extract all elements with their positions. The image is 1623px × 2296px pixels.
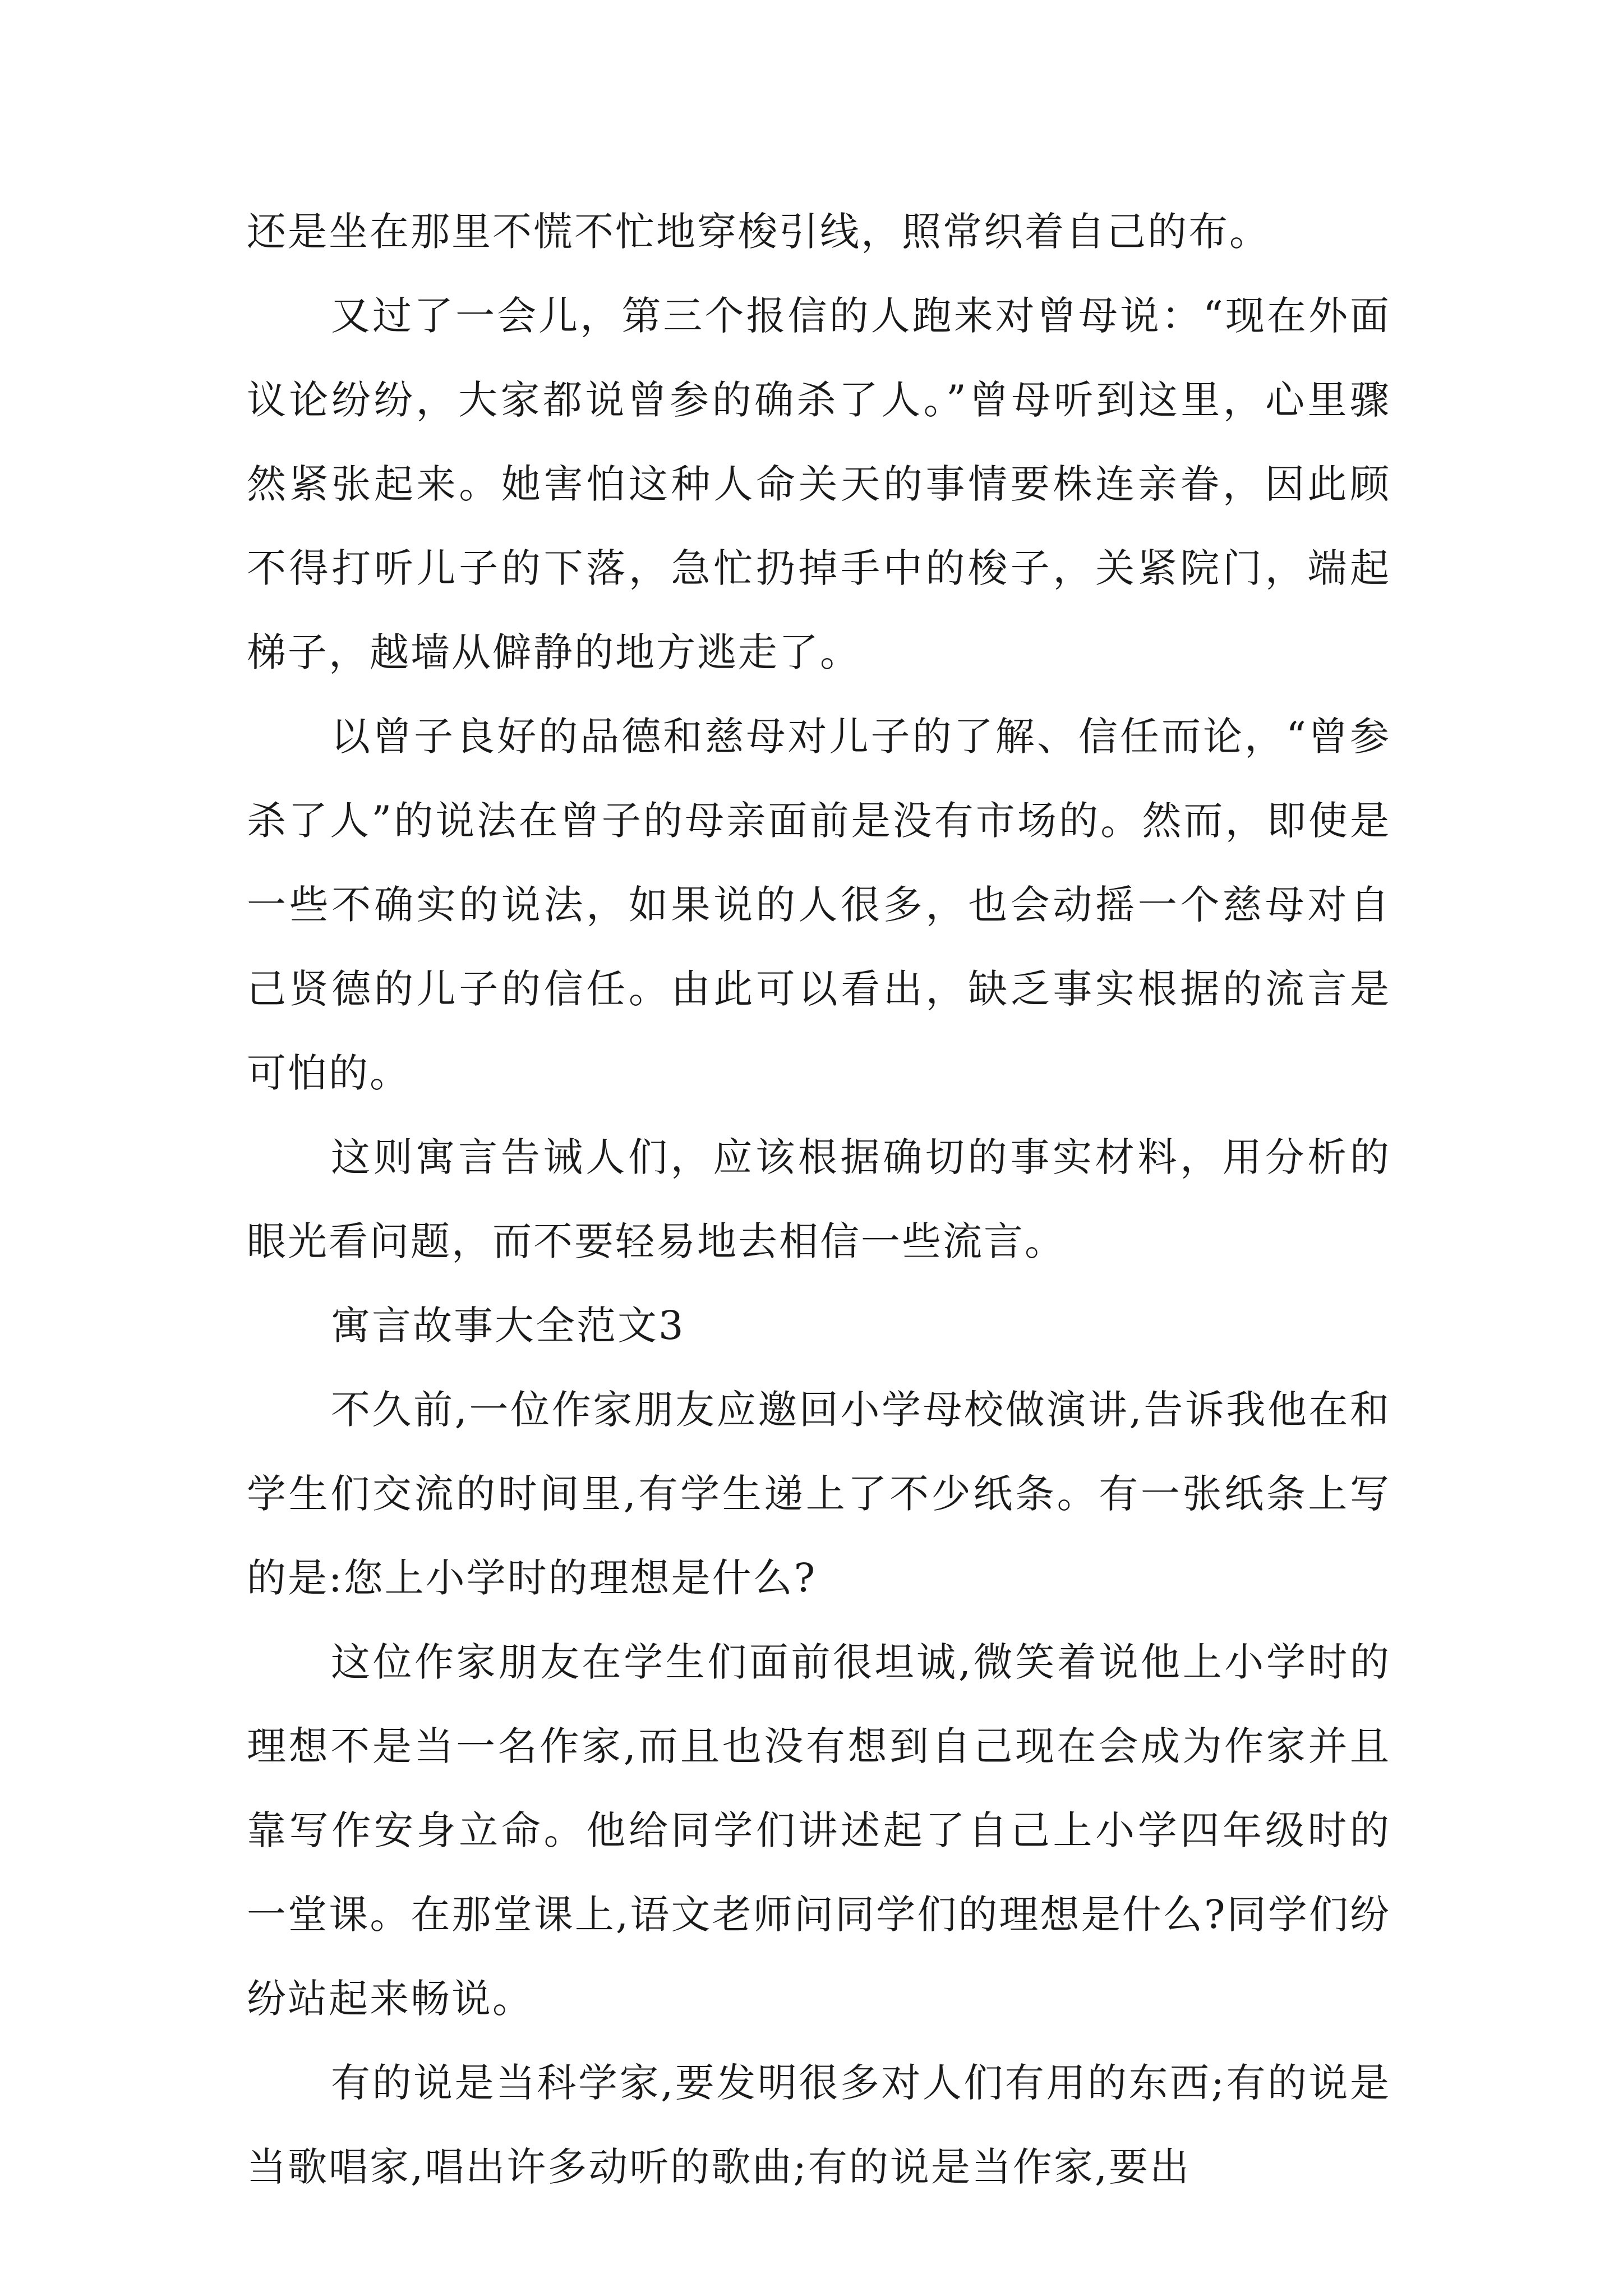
paragraph-3: 以曾子良好的品德和慈母对儿子的了解、信任而论，“曾参杀了人”的说法在曾子的母亲面前是没有市场的。然而，即使是一些不确实的说法，如果说的人很多，也会动摇一个慈母对自己贤德的儿子的信任。由此可以看出，缺乏事实根据的流言是可怕的。	[247, 714, 1391, 1096]
document-body	[247, 190, 1391, 2209]
paragraph-1: 还是坐在那里不慌不忙地穿梭引线，照常织着自己的布。	[247, 209, 1270, 255]
paragraph-7: 有的说是当科学家,要发明很多对人们有用的东西;有的说是当歌唱家,唱出许多动听的歌曲;有的说是当作家,要出	[247, 2060, 1391, 2190]
paragraph-2: 又过了一会儿，第三个报信的人跑来对曾母说：“现在外面议论纷纷，大家都说曾参的确杀了人。”曾母听到这里，心里骤然紧张起来。她害怕这种人命关天的事情要株连亲眷，因此顾不得打听儿子的下落，急忙扔掉手中的梭子，关紧院门，端起梯子，越墙从僻静的地方逃走了。	[247, 293, 1391, 675]
paragraph-5: 不久前,一位作家朋友应邀回小学母校做演讲,告诉我他在和学生们交流的时间里,有学生递上了不少纸条。有一张纸条上写的是:您上小学时的理想是什么?	[247, 1387, 1391, 1601]
paragraph-4: 这则寓言告诫人们，应该根据确切的事实材料，用分析的眼光看问题，而不要轻易地去相信一些流言。	[247, 1134, 1391, 1264]
paragraph-6: 这位作家朋友在学生们面前很坦诚,微笑着说他上小学时的理想不是当一名作家,而且也没有想到自己现在会成为作家并且靠写作安身立命。他给同学们讲述起了自己上小学四年级时的一堂课。在那堂课上,语文老师问同学们的理想是什么?同学们纷纷站起来畅说。	[247, 1639, 1391, 2022]
section-heading: 寓言故事大全范文3	[331, 1303, 685, 1349]
